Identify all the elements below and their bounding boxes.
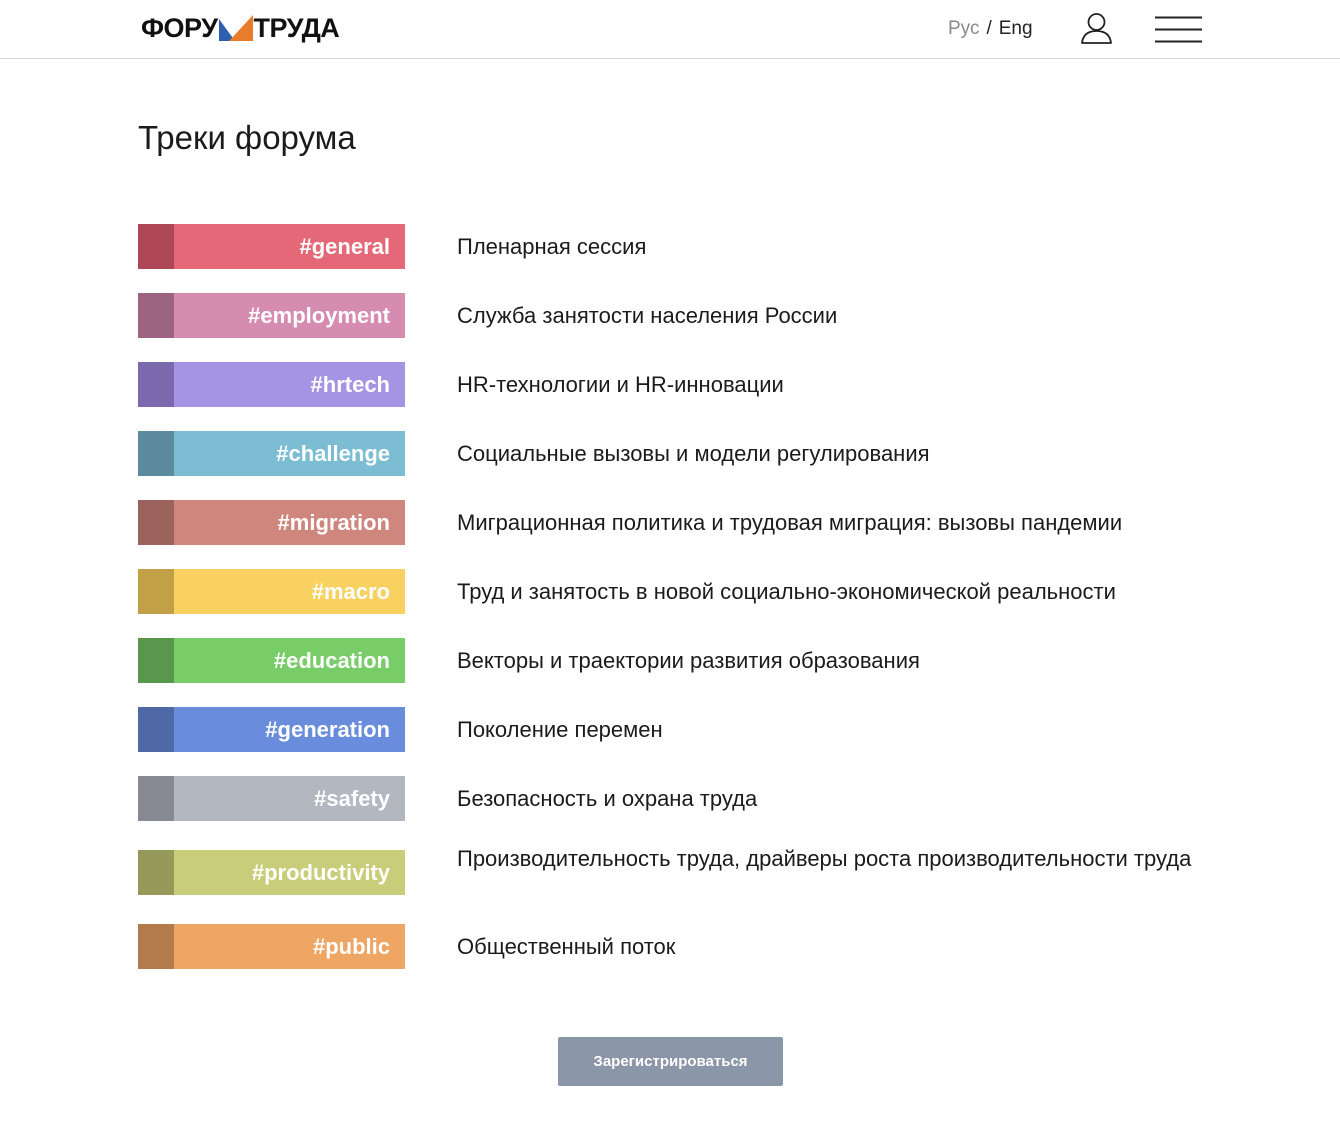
track-row-general[interactable] <box>138 224 1238 269</box>
track-row-safety[interactable] <box>138 776 1238 821</box>
track-row-generation[interactable] <box>138 707 1238 752</box>
track-tag-label: #safety <box>314 785 390 811</box>
track-row-migration[interactable] <box>138 500 1238 545</box>
track-description: Служба занятости населения России <box>457 303 838 328</box>
track-tag-public[interactable] <box>138 924 405 969</box>
track-tag-label: #education <box>273 647 390 673</box>
tag-stripe <box>138 293 174 338</box>
track-description: Общественный поток <box>457 934 676 959</box>
track-tag-label: #migration <box>277 509 390 535</box>
logo-text-left: ФОРУ <box>141 12 218 43</box>
forum-logo[interactable] <box>141 12 339 44</box>
lang-ru-link[interactable]: Рус <box>948 18 980 39</box>
track-tag-label: #employment <box>248 302 390 328</box>
register-button[interactable]: Зарегистрироваться <box>558 1037 783 1086</box>
page-title: Треки форума <box>138 119 356 156</box>
track-tag-label: #macro <box>311 578 390 604</box>
track-row-challenge[interactable] <box>138 431 1238 476</box>
track-description: Безопасность и охрана труда <box>457 786 758 811</box>
tag-stripe <box>138 850 174 895</box>
track-row-macro[interactable] <box>138 569 1238 614</box>
track-tag-employment[interactable] <box>138 293 405 338</box>
track-tag-label: #generation <box>265 716 390 742</box>
track-row-employment[interactable] <box>138 293 1238 338</box>
track-tag-safety[interactable] <box>138 776 405 821</box>
track-description: HR-технологии и HR-инновации <box>457 372 784 397</box>
lang-en-link[interactable]: Eng <box>998 18 1033 39</box>
logo-text-right: ТРУДА <box>253 12 340 43</box>
tag-stripe <box>138 569 174 614</box>
track-tag-label: #hrtech <box>310 371 390 397</box>
tag-stripe <box>138 638 174 683</box>
tag-stripe <box>138 776 174 821</box>
track-tag-hrtech[interactable] <box>138 362 405 407</box>
track-row-education[interactable] <box>138 638 1238 683</box>
track-description: Векторы и траектории развития образования <box>457 648 920 673</box>
track-tag-productivity[interactable] <box>138 850 405 895</box>
track-description: Труд и занятость в новой социально-экономической реальности <box>457 579 1116 604</box>
track-description: Пленарная сессия <box>457 234 647 259</box>
tag-stripe <box>138 500 174 545</box>
user-icon[interactable] <box>1080 12 1113 44</box>
track-tag-general[interactable] <box>138 224 405 269</box>
track-tag-migration[interactable] <box>138 500 405 545</box>
track-tag-label: #general <box>299 233 390 259</box>
tag-stripe <box>138 431 174 476</box>
track-tag-education[interactable] <box>138 638 405 683</box>
track-tag-challenge[interactable] <box>138 431 405 476</box>
hamburger-menu-icon[interactable] <box>1155 16 1202 43</box>
track-tag-label: #public <box>312 933 390 959</box>
tag-stripe <box>138 224 174 269</box>
tag-stripe <box>138 362 174 407</box>
track-tag-label: #productivity <box>251 859 390 885</box>
track-row-hrtech[interactable] <box>138 362 1238 407</box>
track-description: Миграционная политика и трудовая миграция: вызовы пандемии <box>457 510 1123 535</box>
track-description: Производительность труда, драйверы роста производительности труда <box>457 846 1192 871</box>
tag-stripe <box>138 924 174 969</box>
lang-separator: / <box>986 18 992 39</box>
track-row-productivity[interactable] <box>138 846 1238 895</box>
track-description: Поколение перемен <box>457 717 663 742</box>
track-row-public[interactable] <box>138 924 1238 969</box>
track-tag-generation[interactable] <box>138 707 405 752</box>
site-header <box>0 0 1340 59</box>
track-description: Социальные вызовы и модели регулирования <box>457 441 930 466</box>
track-tag-macro[interactable] <box>138 569 405 614</box>
tag-stripe <box>138 707 174 752</box>
track-tag-label: #challenge <box>276 440 390 466</box>
logo-mark-icon <box>219 15 253 41</box>
language-switcher <box>948 18 1033 40</box>
